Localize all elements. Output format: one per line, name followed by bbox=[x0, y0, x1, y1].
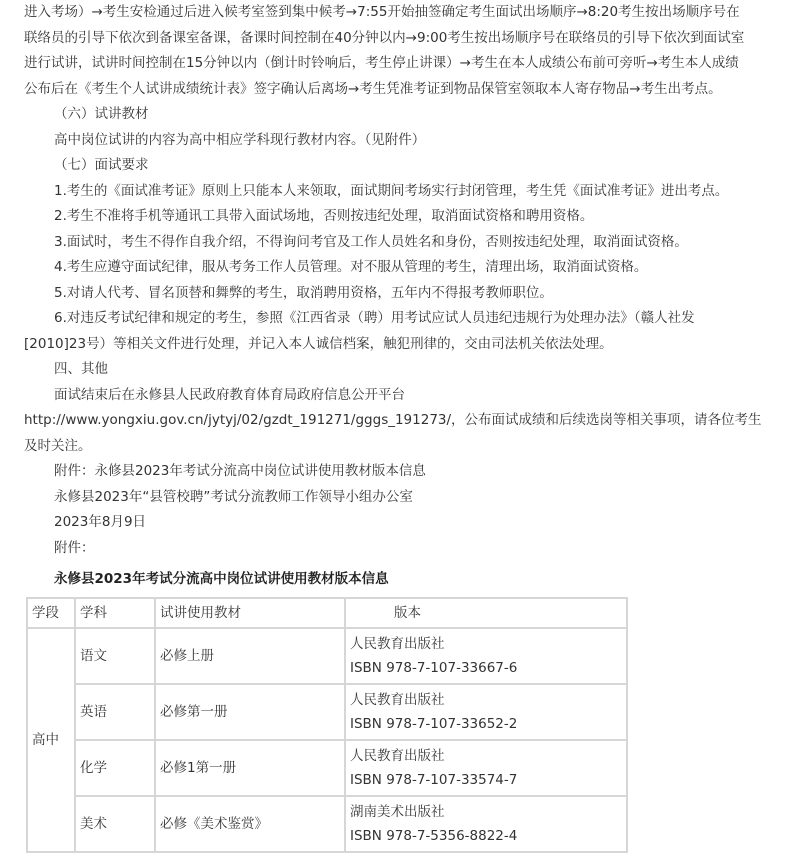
rule-6-line-1: 6.对违反考试纪律和规定的考生，参照《江西省录（聘）用考试应试人员违纪违规行为处理办法》（赣人社发 bbox=[54, 310, 695, 326]
table-header-row bbox=[27, 598, 627, 628]
header-subject: 学科 bbox=[75, 598, 155, 628]
publisher: 人民教育出版社 bbox=[350, 747, 445, 764]
paragraph-process-4: 公布后在《考生个人试讲成绩统计表》签字确认后离场→考生凭准考证到物品保管室领取本人寄存物品→考生出考点。 bbox=[24, 80, 722, 97]
section-6-title: （六）试讲教材 bbox=[54, 106, 149, 122]
header-version-label: 版本 bbox=[394, 604, 421, 621]
textbook-cell: 必修上册 bbox=[155, 628, 345, 684]
version-cell bbox=[345, 628, 627, 684]
version-cell bbox=[345, 684, 627, 740]
issuing-office: 永修县2023年“县管校聘”考试分流教师工作领导小组办公室 bbox=[54, 488, 413, 505]
other-line-1: 面试结束后在永修县人民政府教育体育局政府信息公开平台 bbox=[54, 386, 405, 403]
header-stage: 学段 bbox=[27, 598, 75, 628]
rule-5: 5.对请人代考、冒名顶替和舞弊的考生，取消聘用资格，五年内不得报考教师职位。 bbox=[54, 284, 553, 301]
rule-3: 3.面试时，考生不得作自我介绍，不得询问考官及工作人员姓名和身份，否则按违纪处理，取消面试资格。 bbox=[54, 233, 688, 250]
section-4-title: 四、其他 bbox=[54, 361, 108, 377]
issue-date: 2023年8月9日 bbox=[54, 514, 147, 530]
section-6-body: 高中岗位试讲的内容为高中相应学科现行教材内容。（见附件） bbox=[54, 131, 426, 148]
table-row bbox=[27, 628, 627, 684]
rule-1: 1.考生的《面试准考证》原则上只能本人来领取，面试期间考场实行封闭管理，考生凭《面试准考证》进出考点。 bbox=[54, 182, 729, 199]
textbook-cell: 必修第一册 bbox=[155, 684, 345, 740]
header-version bbox=[345, 598, 627, 628]
publisher: 人民教育出版社 bbox=[350, 635, 445, 652]
subject-cell: 化学 bbox=[75, 740, 155, 796]
publisher: 人民教育出版社 bbox=[350, 691, 445, 708]
isbn: ISBN 978-7-107-33667-6 bbox=[350, 659, 518, 676]
isbn: ISBN 978-7-107-33652-2 bbox=[350, 715, 518, 732]
attachment-label: 附件： bbox=[54, 539, 95, 556]
version-cell bbox=[345, 740, 627, 796]
table-row bbox=[27, 684, 627, 740]
table-row bbox=[27, 740, 627, 796]
attachment-title: 永修县2023年考试分流高中岗位试讲使用教材版本信息 bbox=[54, 571, 389, 587]
textbook-cell: 必修1第一册 bbox=[155, 740, 345, 796]
textbook-cell: 必修《美术鉴赏》 bbox=[155, 796, 345, 852]
rule-2: 2.考生不准将手机等通讯工具带入面试场地，否则按违纪处理，取消面试资格和聘用资格。 bbox=[54, 208, 594, 224]
textbook-table bbox=[26, 597, 628, 853]
subject-cell: 美术 bbox=[75, 796, 155, 852]
header-textbook: 试讲使用教材 bbox=[155, 598, 345, 628]
subject-cell: 语文 bbox=[75, 628, 155, 684]
rule-4: 4.考生应遵守面试纪律，服从考务工作人员管理。对不服从管理的考生，清理出场，取消面试资格。 bbox=[54, 259, 648, 275]
paragraph-process-3: 进行试讲，试讲时间控制在15分钟以内（倒计时铃响后，考生停止讲课）→考生在本人成绩公布前可旁听→考生本人成绩 bbox=[24, 55, 739, 71]
subject-cell: 英语 bbox=[75, 684, 155, 740]
other-line-3: 及时关注。 bbox=[24, 437, 92, 454]
attachment-note: 附件：永修县2023年考试分流高中岗位试讲使用教材版本信息 bbox=[54, 463, 426, 479]
table-row bbox=[27, 796, 627, 852]
isbn: ISBN 978-7-5356-8822-4 bbox=[350, 827, 518, 844]
publisher: 湖南美术出版社 bbox=[350, 803, 445, 820]
other-line-2-url: http://www.yongxiu.gov.cn/jytyj/02/gzdt_191271/gggs_191273/，公布面试成绩和后续选岗等相关事项，请各位考生 bbox=[24, 412, 762, 428]
version-cell bbox=[345, 796, 627, 852]
paragraph-process-2: 联络员的引导下依次到备课室备课，备课时间控制在40分钟以内→9:00考生按出场顺序号在联络员的引导下依次到面试室 bbox=[24, 29, 745, 46]
paragraph-process-1: 进入考场）→考生安检通过后进入候考室签到集中候考→7:55开始抽签确定考生面试出场顺序→8:20考生按出场顺序号在 bbox=[24, 4, 740, 20]
rule-6-line-2: [2010]23号）等相关文件进行处理，并记入本人诚信档案，触犯刑律的，交由司法机关依法处理。 bbox=[24, 335, 613, 352]
stage-cell: 高中 bbox=[27, 628, 75, 852]
section-7-title: （七）面试要求 bbox=[54, 157, 149, 173]
isbn: ISBN 978-7-107-33574-7 bbox=[350, 771, 518, 788]
